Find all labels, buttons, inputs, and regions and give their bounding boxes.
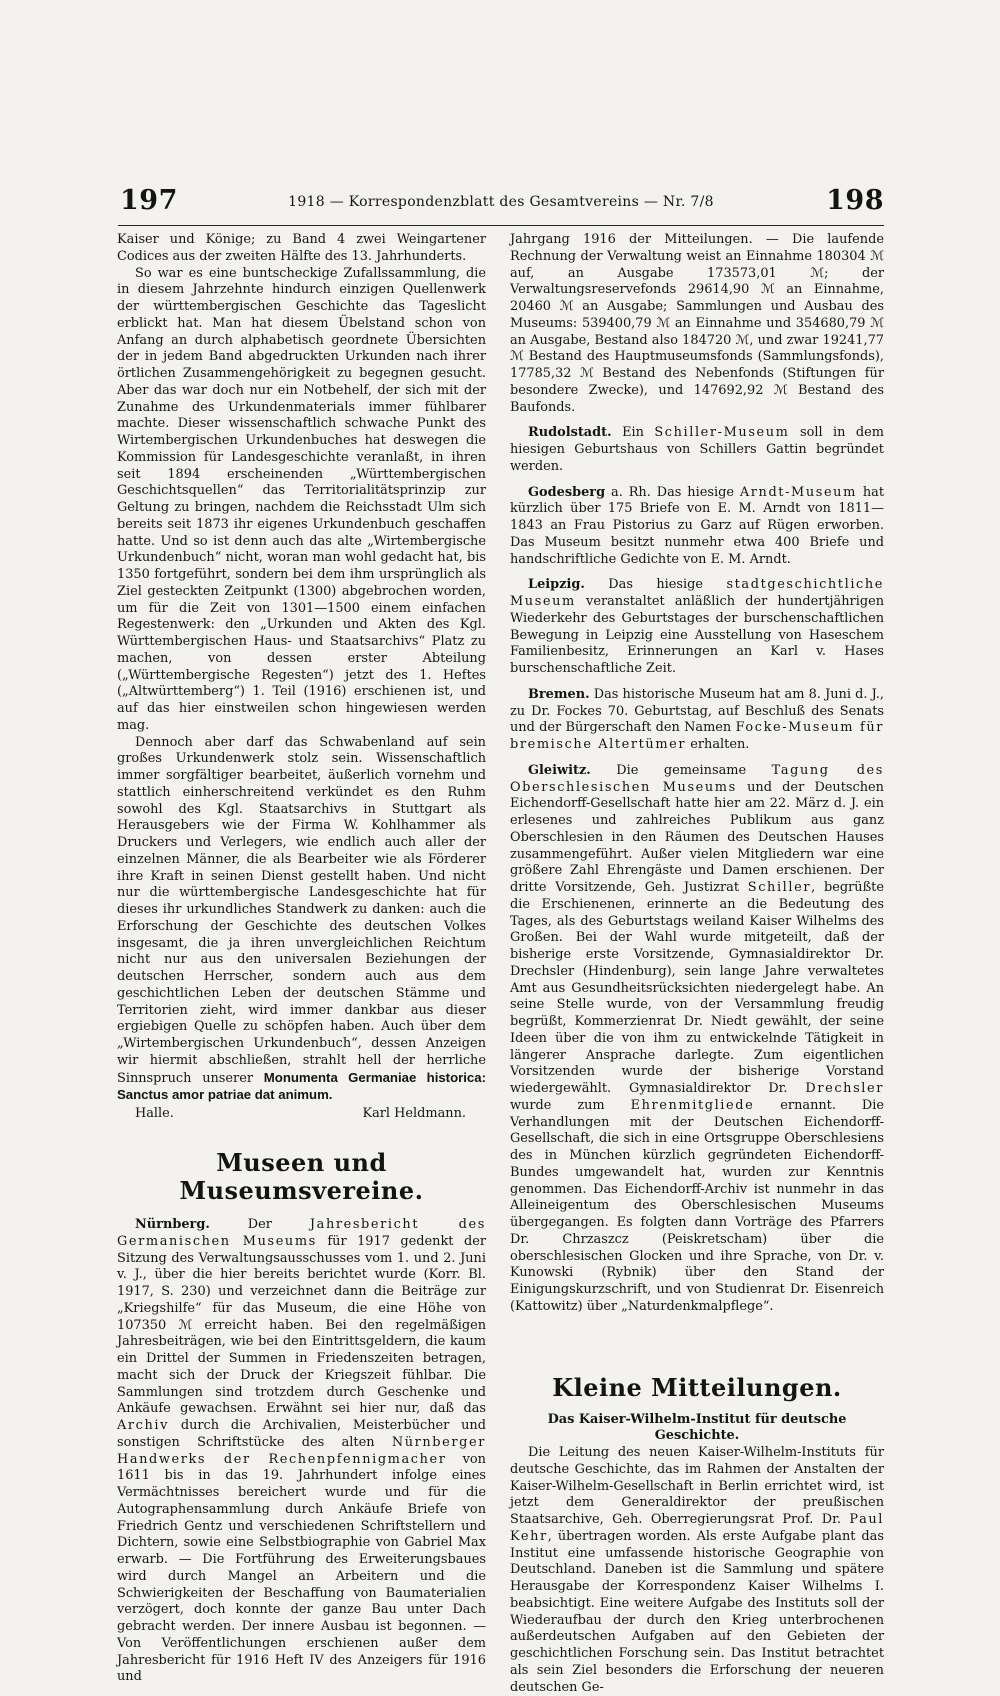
paragraph <box>117 735 486 1106</box>
paragraph-kaiser-wilhelm-institut <box>510 1445 884 1696</box>
spaced-text: Nürnberger Handwerks der Rechenpfennigmacher <box>117 1434 486 1467</box>
page-number-right: 198 <box>826 185 884 216</box>
spaced-text: Ehrenmitgliede <box>630 1097 755 1113</box>
paragraph-text: wurde zum <box>510 1097 631 1113</box>
signature-line <box>117 1106 486 1123</box>
paragraph-text: soll in dem hiesigen Geburtshaus von Schillers Gattin begründet werden. <box>510 425 884 474</box>
paragraph: So war es eine buntscheckige Zufallssammlung, die in diesem Jahrzehnte hindurch einzigen Quellenwerk der württembergischen Geschichte das Tageslicht erblickt hat. Man hat diesem Übelstand schon von Anfang an durch alphabetisch geordnete Übersichten der in jedem Band abgedruckten Urkunden nach ihrer örtlichen Zusammengehörigkeit zu begegnen gesucht. Aber das war doch nur ein Notbehelf, der sich mit der Zunahme des Urkundenmaterials immer fühlbarer machte. Dieser wissenschaftlich schwache Punkt des Wirtembergischen Urkundenbuches hat deswegen die Kommission für Landesgeschichte veranlaßt, in ihren seit 1894 erscheinenden „Württembergischen Geschichtsquellen“ das Territorialitätsprinzip zur Geltung zu bringen, nachdem die Reichsstadt Ulm sich bereits seit 1873 ihr eigenes Urkundenbuch geschaffen hatte. Und so ist denn auch das alte „Wirtembergische Urkundenbuch“ nicht, woran man wohl gedacht hat, bis 1350 fortgeführt, sondern bei dem ihm ursprünglich als Ziel gesteckten Zeitpunkt (1300) abgebrochen worden, um für die Zeit von 1301—1500 einem einfachen Regestenwerk: den „Urkunden und Akten des Kgl. Württembergischen Haus- und Staatsarchivs“ Platz zu machen, von dessen erster Abteilung („Württembergische Regesten“) jetzt des 1. Heftes („Altwürttemberg“) 1. Teil (1916) erschienen ist, und auf das hier einstweilen schon hingewiesen werden mag. <box>117 265 486 733</box>
place-name: Leipzig. <box>528 577 585 593</box>
paragraph-text: von 1611 bis in das 19. Jahrhundert infolge eines Vermächtnisses bereichert wurde und für die Autographensammlung durch Ankäufe Briefe von Friedrich Gentz und verschiedenen Schriftstellern und Dichtern, sowie eine Selbstbiographie von Gabriel Max erwarb. — Die Fortführung des Erweiterungsbaues wird durch Mangel an Arbeitern und die Schwierigkeiten der Beschaffung von Baumaterialien verzögert, doch konnte der ganze Bau unter Dach gebracht werden. Der innere Ausbau ist begonnen. — Von Veröffentlichungen erschienen außer dem Jahresbericht für 1916 Heft IV des Anzeigers für 1916 und <box>117 1451 486 1685</box>
paragraph-text: , begrüßte die Erschienenen, erinnerte an die Bedeutung des Tages, als des Geburtstags weiland Kaiser Wilhelms des Großen. Bei der Wahl wurde mitgeteilt, daß der bisherige erste Vorsitzende, Gymnasialdirektor Dr. Drechsler (Hindenburg), sein lange Jahre verwaltetes Amt aus Gesundheitsrücksichten niedergelegt habe. An seine Stelle wurde, von der Versammlung freudig begrüßt, Kommerzienrat Dr. Niedt gewählt, der seine Ideen über die von ihm zu entwickelnde Tätigkeit in längerer Ansprache darlegte. Zum eigentlichen Vorsitzenden wurde der bisherige Vorstand wiedergewählt. Gymnasialdirektor Dr. <box>510 880 884 1096</box>
paragraph-text: Die Leitung des neuen Kaiser-Wilhelm-Instituts für deutsche Geschichte, das im Rahmen der Anstalten der Kaiser-Wilhelm-Gesellschaft in Berlin errichtet wird, ist jetzt dem Generaldirektor der preußischen Staatsarchive, Geh. Oberregierungsrat Prof. Dr. <box>510 1445 884 1527</box>
paragraph-nuernberg <box>117 1217 486 1686</box>
paragraph-text: Das hiesige <box>584 577 727 593</box>
paragraph-text: für 1917 gedenkt der Sitzung des Verwaltungsausschusses vom 1. und 2. Juni v. J., über die hier bereits berichtet wurde (Korr. Bl. 1917, S. 230) und verzeichnet dann die Beiträge zur „Kriegshilfe“ für das Museum, die eine Höhe von 107350 ℳ erreicht haben. Bei den regelmäßigen Jahresbeiträgen, wie bei den Eintrittsgeldern, die kaum ein Drittel der Summen in Friedenszeiten betragen, macht sich der Druck der Kriegszeit fühlbar. Die Sammlungen sind trotzdem durch Geschenke und Ankäufe gewachsen. Erwähnt sei hier nur, daß das <box>117 1233 486 1417</box>
right-column <box>510 232 884 1696</box>
paragraph-text: erhalten. <box>686 737 750 752</box>
paragraph-text: hat kürzlich über 175 Briefe von E. M. Arndt von 1811—1843 an Frau Pistorius zu Garz auf Rügen erworben. Das Museum besitzt nunmehr etwa 400 Briefe und handschriftliche Gedichte von E. M. Arndt. <box>510 484 885 567</box>
section-heading: Museen und Museumsvereine. <box>179 1148 424 1205</box>
spaced-text: Tagung des Oberschlesischen Museums <box>510 762 884 795</box>
paragraph: Jahrgang 1916 der Mitteilungen. — Die laufende Rechnung der Verwaltung weist an Einnahme 180304 ℳ auf, an Ausgabe 173573,01 ℳ; der Verwaltungsreservefonds 29614,90 ℳ an Einnahme, 20460 ℳ an Ausgabe; Sammlungen und Ausbau des Museums: 539400,79 ℳ an Einnahme und 354680,79 ℳ an Ausgabe, Bestand also 184720 ℳ, und zwar 19241,77 ℳ Bestand des Hauptmuseumsfonds (Sammlungsfonds), 17785,32 ℳ Bestand des Nebenfonds (Stiftungen für besondere Zwecke), und 147692,92 ℳ Bestand des Baufonds. <box>510 232 884 415</box>
spaced-text: Archiv <box>117 1418 169 1433</box>
place-name: Godesberg <box>528 484 606 500</box>
paragraph-text: Dennoch aber darf das Schwabenland auf sein großes Urkundenwerk stolz sein. Wissenschaftlich immer sorgfältiger bearbeitet, äußerlich vornehm und stattlich einherschreitend verkündet es den Ruhm sowohl des Kgl. Staatsarchivs in Stuttgart als Herausgebers wie der Firma W. Kohlhammer als Druckers und Verlegers, wie endlich auch aller der einzelnen Männer, die als Bearbeiter wie als Förderer ihre Kraft in seinen Dienst gestellt haben. Und nicht nur die württembergische Landesgeschichte hat für dieses ihr urkundliches Standwerk zu danken: auch die Erforschung der Geschichte des deutschen Volkes insgesamt, die ja ihren unvergleichlichen Reichtum nicht nur aus den universalen Beziehungen der deutschen Herrscher, sondern auch aus dem geschichtlichen Leben der deutschen Stämme und Territorien zieht, wird immer dankbar aus dieser ergiebigen Quelle zu schöpfen haben. Auch über dem „Wirtembergischen Urkundenbuch“, dessen Anzeigen wir hiermit abschließen, strahlt hell der herrliche Sinnspruch unserer <box>117 734 486 1086</box>
paragraph: Kaiser und Könige; zu Band 4 zwei Weingartener Codices aus der zweiten Hälfte des 13. Jahrhunderts. <box>117 232 486 264</box>
paragraph-text: , übertragen worden. Als erste Aufgabe plant das Institut eine umfassende historische Geographie von Deutschland. Daneben ist die Sammlung und spätere Herausgabe der Korrespondenz Kaiser Wilhelms I. beabsichtigt. Eine weitere Aufgabe des Instituts soll der Wiederaufbau der durch den Krieg unterbrochenen außerdeutschen Aufgaben auf den Gebieten der geschichtlichen Forschung sein. Das Institut betrachtet als sein Ziel besonders die Erforschung der neueren deutschen Ge- <box>510 1528 884 1695</box>
article-subheading: Das Kaiser-Wilhelm-Institut für deutsche Geschichte. <box>547 1411 847 1444</box>
paragraph-text: a. Rh. Das hiesige <box>605 484 740 500</box>
header-rule <box>118 225 884 226</box>
spaced-text: Arndt-Museum <box>739 484 857 500</box>
spaced-text: Paul Kehr <box>510 1512 884 1544</box>
paragraph-text: und der Deutschen Eichendorff-Gesellschaft hatte hier am 22. März d. J. ein erlesenes und zahlreiches Publikum aus ganz Oberschlesien in den Räumen des Deutschen Hauses zusammengeführt. Außer vielen Mitgliedern war eine größere Zahl Ehrengäste und Damen erschienen. Der dritte Vorsitzende, Geh. Justizrat <box>510 779 884 895</box>
paragraph-text: Das historische Museum hat am 8. Juni d. J., zu Dr. Fockes 70. Geburtstag, auf Beschluß des Senats und der Bürgerschaft den Namen <box>510 686 884 736</box>
latin-motto: Monumenta Germaniae historica: Sanctus amor patriae dat animum. <box>117 1069 486 1103</box>
paragraph-leipzig <box>510 577 884 678</box>
paragraph-text: veranstaltet anläßlich der hundertjährigen Wiederkehr des Geburtstages der burschenschaftlichen Bewegung in Leipzig eine Ausstellung von Haseschem Familienbesitz, Erinnerungen an Karl v. Hases burschenschaftliche Zeit. <box>510 594 884 676</box>
page-number-left: 197 <box>120 185 178 216</box>
signature-city: Halle. <box>135 1106 174 1121</box>
running-head: 1918 — Korrespondenzblatt des Gesamtvereins — Nr. 7/8 <box>288 194 714 210</box>
paragraph-godesberg <box>510 485 884 569</box>
paragraph-rudolstadt <box>510 425 884 475</box>
place-name: Nürnberg. <box>135 1217 210 1232</box>
place-name: Rudolstadt. <box>528 425 612 441</box>
paragraph-text: Der <box>209 1217 310 1232</box>
page-header <box>118 185 884 219</box>
signature-author: Karl Heldmann. <box>362 1106 466 1121</box>
spaced-text: Drechsler <box>805 1081 884 1096</box>
paragraph-text: ernannt. Die Verhandlungen mit der Deutschen Eichendorff-Gesellschaft, die sich in eine Ortsgruppe Oberschlesiens des in München kürzlich gegründeten Eichendorff-Bundes umgewandelt hat, wurden zur Kenntnis genommen. Das Eichendorff-Archiv ist nunmehr in das Alleineigentum des Oberschlesischen Museums übergegangen. Es folgten dann Vorträge des Pfarrers Dr. Chrzaszcz (Peiskretscham) über die oberschlesischen Glocken und ihre Sprache, von Dr. v. Kunowski (Rybnik) über den Stand der Einigungskurzschrift, und von Studienrat Dr. Eisenreich (Kattowitz) über „Naturdenkmalpflege“. <box>510 1097 884 1314</box>
place-name: Gleiwitz. <box>528 762 591 778</box>
section-heading: Kleine Mitteilungen. <box>552 1372 842 1402</box>
paragraph-text: Die gemeinsame <box>590 762 772 778</box>
spaced-text: Jahresbericht des Germanischen Museums <box>117 1217 486 1249</box>
spaced-text: Schiller <box>747 880 812 895</box>
place-name: Bremen. <box>528 686 590 702</box>
paragraph-gleiwitz <box>510 763 884 1316</box>
paragraph-text: Ein <box>611 425 655 441</box>
paragraph-bremen <box>510 687 884 754</box>
left-column <box>117 232 486 1686</box>
spaced-text: Schiller-Museum <box>654 425 790 441</box>
spaced-text: Focke-Museum für bremische Altertümer <box>510 720 885 752</box>
paragraph-text: durch die Archivalien, Meisterbücher und sonstigen Schriftstücke des alten <box>117 1418 486 1450</box>
spaced-text: stadtgeschichtliche Museum <box>510 577 884 609</box>
